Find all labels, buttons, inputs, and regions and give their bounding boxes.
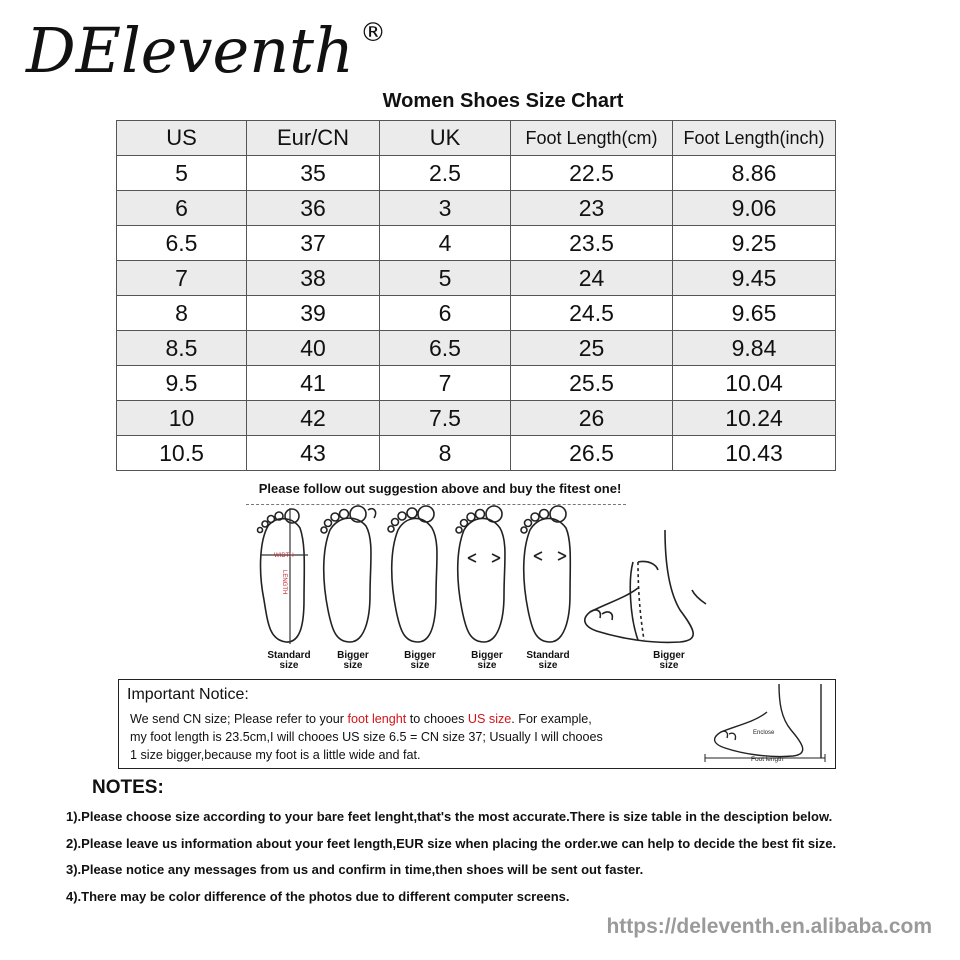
cell-eur: 37 [247,226,380,261]
cell-us: 7 [117,261,247,296]
cell-uk: 2.5 [380,156,511,191]
cell-us: 8.5 [117,331,247,366]
header-foot-length-inch: Foot Length(inch) [673,121,836,156]
cell-eur: 43 [247,436,380,471]
table-header-row [117,121,836,156]
foot-standard-icon [258,509,305,642]
cell-cm: 23.5 [511,226,673,261]
width-label: WIDTH [274,553,294,559]
table-row [117,226,836,261]
header-uk: UK [380,121,511,156]
size-table [116,120,836,471]
table-row [117,261,836,296]
brand-logo: DEleventh [26,14,354,87]
cell-uk: 7.5 [380,401,511,436]
table-row [117,366,836,401]
cell-uk: 4 [380,226,511,261]
cell-uk: 6.5 [380,331,511,366]
table-row [117,436,836,471]
cell-inch: 9.06 [673,191,836,226]
cell-us: 6 [117,191,247,226]
foot-bigger-icon [321,506,376,642]
registered-mark: ® [360,18,386,48]
cell-eur: 35 [247,156,380,191]
cell-uk: 7 [380,366,511,401]
cell-inch: 10.04 [673,366,836,401]
cell-cm: 25.5 [511,366,673,401]
table-row [117,296,836,331]
note-item: 2).Please leave us information about your feet length,EUR size when placing the order.we can help to decide the best fit size. [66,836,837,851]
cell-uk: 8 [380,436,511,471]
cell-cm: 24.5 [511,296,673,331]
header-eur-cn: Eur/CN [247,121,380,156]
foot-label-6: Bigger size [653,650,685,671]
foot-label-4: Bigger size [471,650,503,671]
notes-title: NOTES: [92,777,164,798]
size-chart-title: Women Shoes Size Chart [382,90,624,112]
cell-inch: 8.86 [673,156,836,191]
cell-inch: 10.24 [673,401,836,436]
notice-title: Important Notice: [127,686,249,703]
cell-uk: 6 [380,296,511,331]
enclose-label: Enclose [753,730,775,736]
cell-eur: 39 [247,296,380,331]
notice-highlight: US size [467,712,512,726]
store-url: https://deleventh.en.alibaba.com [606,915,932,938]
note-item: 3).Please notice any messages from us and confirm in time,then shoes will be sent out faster. [66,862,644,877]
cell-us: 6.5 [117,226,247,261]
cell-cm: 22.5 [511,156,673,191]
cell-inch: 10.43 [673,436,836,471]
cell-us: 9.5 [117,366,247,401]
note-item: 4).There may be color difference of the photos due to different computer screens. [66,889,570,904]
suggestion-text: Please follow out suggestion above and buy the fitest one! [258,481,622,496]
cell-eur: 38 [247,261,380,296]
important-notice-box [118,679,836,769]
foot-label-2: Bigger size [337,650,369,671]
foot-bigger-icon [456,506,505,642]
cell-eur: 42 [247,401,380,436]
cell-us: 10.5 [117,436,247,471]
foot-side-view-icon [585,530,706,642]
cell-us: 5 [117,156,247,191]
cell-cm: 24 [511,261,673,296]
cell-us: 10 [117,401,247,436]
cell-uk: 5 [380,261,511,296]
cell-inch: 9.45 [673,261,836,296]
length-label: LENGTH [281,570,287,595]
foot-label-1: Standard size [267,650,311,671]
cell-eur: 41 [247,366,380,401]
foot-bigger-icon [388,506,437,642]
table-row [117,401,836,436]
notice-text: We send CN size; Please refer to your foot lenght to chooes US size. For example, my foot length is 23.5cm,I will chooes US size 6.5 = CN size 37; Usually I will chooes 1 size bigger,because my foot is a little wide and fat. [130,712,603,762]
header-us: US [117,121,247,156]
cell-us: 8 [117,296,247,331]
cell-cm: 26 [511,401,673,436]
table-row [117,191,836,226]
foot-measure-icon [695,682,835,768]
header-foot-length-cm: Foot Length(cm) [511,121,673,156]
cell-inch: 9.25 [673,226,836,261]
cell-cm: 23 [511,191,673,226]
foot-illustrations [240,500,720,675]
note-item: 1).Please choose size according to your bare feet lenght,that's the most accurate.There is size table in the desciption below. [66,809,833,824]
cell-cm: 25 [511,331,673,366]
notice-highlight: foot lenght [347,712,407,726]
foot-standard-icon [521,506,570,642]
foot-label-5: Standard size [526,650,570,671]
cell-uk: 3 [380,191,511,226]
cell-inch: 9.65 [673,296,836,331]
cell-cm: 26.5 [511,436,673,471]
cell-eur: 36 [247,191,380,226]
table-row [117,331,836,366]
cell-inch: 9.84 [673,331,836,366]
table-row [117,156,836,191]
cell-eur: 40 [247,331,380,366]
foot-length-label: Foot length [751,756,784,763]
foot-label-3: Bigger size [404,650,436,671]
